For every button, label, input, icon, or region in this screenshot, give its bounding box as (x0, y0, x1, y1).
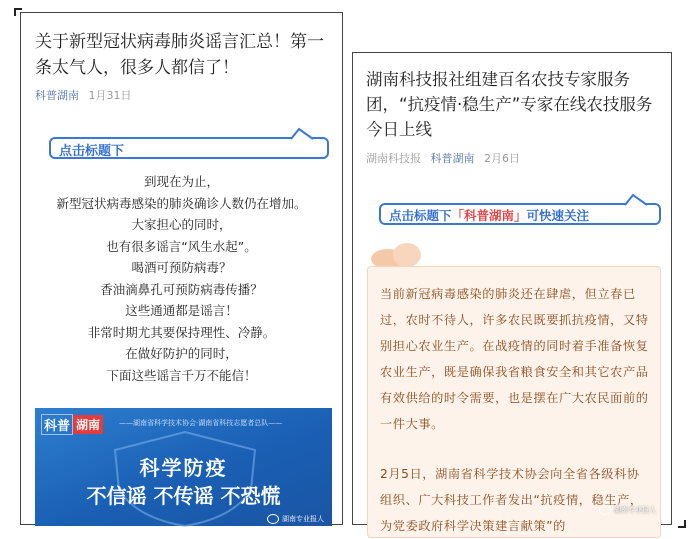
bubble-tail-icon (623, 193, 649, 207)
article-date: 1月31日 (88, 89, 132, 102)
watermark (267, 514, 324, 524)
poem-line: 非常时期尤其要保持理性、冷静。 (87, 324, 276, 340)
poem-line: 也有很多谣言“风生水起”。 (106, 238, 257, 254)
article-date: 2月6日 (484, 152, 520, 165)
body-paragraph: 2月5日，湖南省科学技术协会向全省各级科协组织、广大科技工作者发出“抗疫情，稳生产，为党委政府科学决策建言献策”的 (380, 467, 643, 533)
poem-line: 香油滴鼻孔可预防病毒传播？ (100, 281, 263, 297)
follow-hint-part: 可快速关注 (526, 208, 590, 223)
follow-hint-part: 点击标题下 (389, 208, 452, 223)
watermark (599, 505, 656, 515)
left-article-card[interactable] (20, 12, 343, 525)
banner-logo (41, 414, 103, 434)
poem-line: 大家担心的同时， (131, 217, 232, 232)
follow-hint-bubble[interactable] (379, 203, 661, 225)
poem-line: 下面这些谣言千万不能信！ (106, 367, 257, 383)
watermark-text: 湖南专业报人 (614, 506, 656, 514)
banner-slogan: 不信谣 不传谣 不恐慌 (86, 484, 281, 508)
watermark-text: 湖南专业报人 (282, 515, 324, 523)
right-article-card[interactable] (352, 52, 672, 533)
logo-kepu: 科普 (41, 414, 73, 435)
intro-poem (21, 171, 342, 386)
cloud-decoration (393, 243, 421, 267)
body-paragraph: 当前新冠病毒感染的肺炎还在肆虐，但立春已过，农时不待人，许多农民既要抓抗疫情，又特别担心农业生产。在战疫情的同时着手准备恢复农业生产，既是确保我省粮食安全和其它农产品有效供给的时令需要，也是摆在广大农民面前的一件大事。 (380, 287, 649, 431)
article-source-account[interactable]: 湖南科技报 (366, 152, 421, 165)
poem-line: 喝酒可预防病毒？ (131, 260, 232, 275)
follow-hint-text (389, 206, 589, 224)
article-meta (35, 89, 132, 103)
article-body-box (367, 266, 661, 538)
logo-hunan: 湖南 (73, 415, 103, 434)
wechat-icon (267, 514, 279, 524)
poem-line: 这些通通都是谣言！ (125, 303, 238, 318)
follow-hint-bubble[interactable] (49, 137, 329, 159)
follow-hint-account: 「科普湖南」 (451, 208, 527, 223)
banner-subtitle: ——湖南省科学技术协会·湖南省科技志愿者总队—— (119, 419, 283, 427)
article-source-link[interactable]: 科普湖南 (35, 89, 79, 102)
bubble-tail-icon (289, 127, 315, 141)
poem-line: 到现在为止， (143, 174, 219, 189)
article-meta (366, 152, 520, 166)
campaign-banner-image (35, 408, 332, 526)
follow-hint-text: 点击标题下 (59, 144, 125, 159)
banner-headline: 科学防疫 (139, 456, 228, 480)
wechat-icon (599, 505, 611, 515)
article-title[interactable]: 湖南科技报社组建百名农技专家服务团，“抗疫情·稳生产”专家在线农技服务今日上线 (366, 70, 653, 139)
article-title[interactable]: 关于新型冠状病毒肺炎谣言汇总！第一条太气人，很多人都信了！ (35, 32, 324, 78)
crop-mark-bottom-right (678, 520, 686, 528)
poem-line: 新型冠状病毒感染的肺炎确诊人数仍在增加。 (56, 195, 307, 211)
poem-line: 在做好防护的同时， (125, 346, 238, 361)
article-source-link[interactable]: 科普湖南 (430, 152, 475, 165)
